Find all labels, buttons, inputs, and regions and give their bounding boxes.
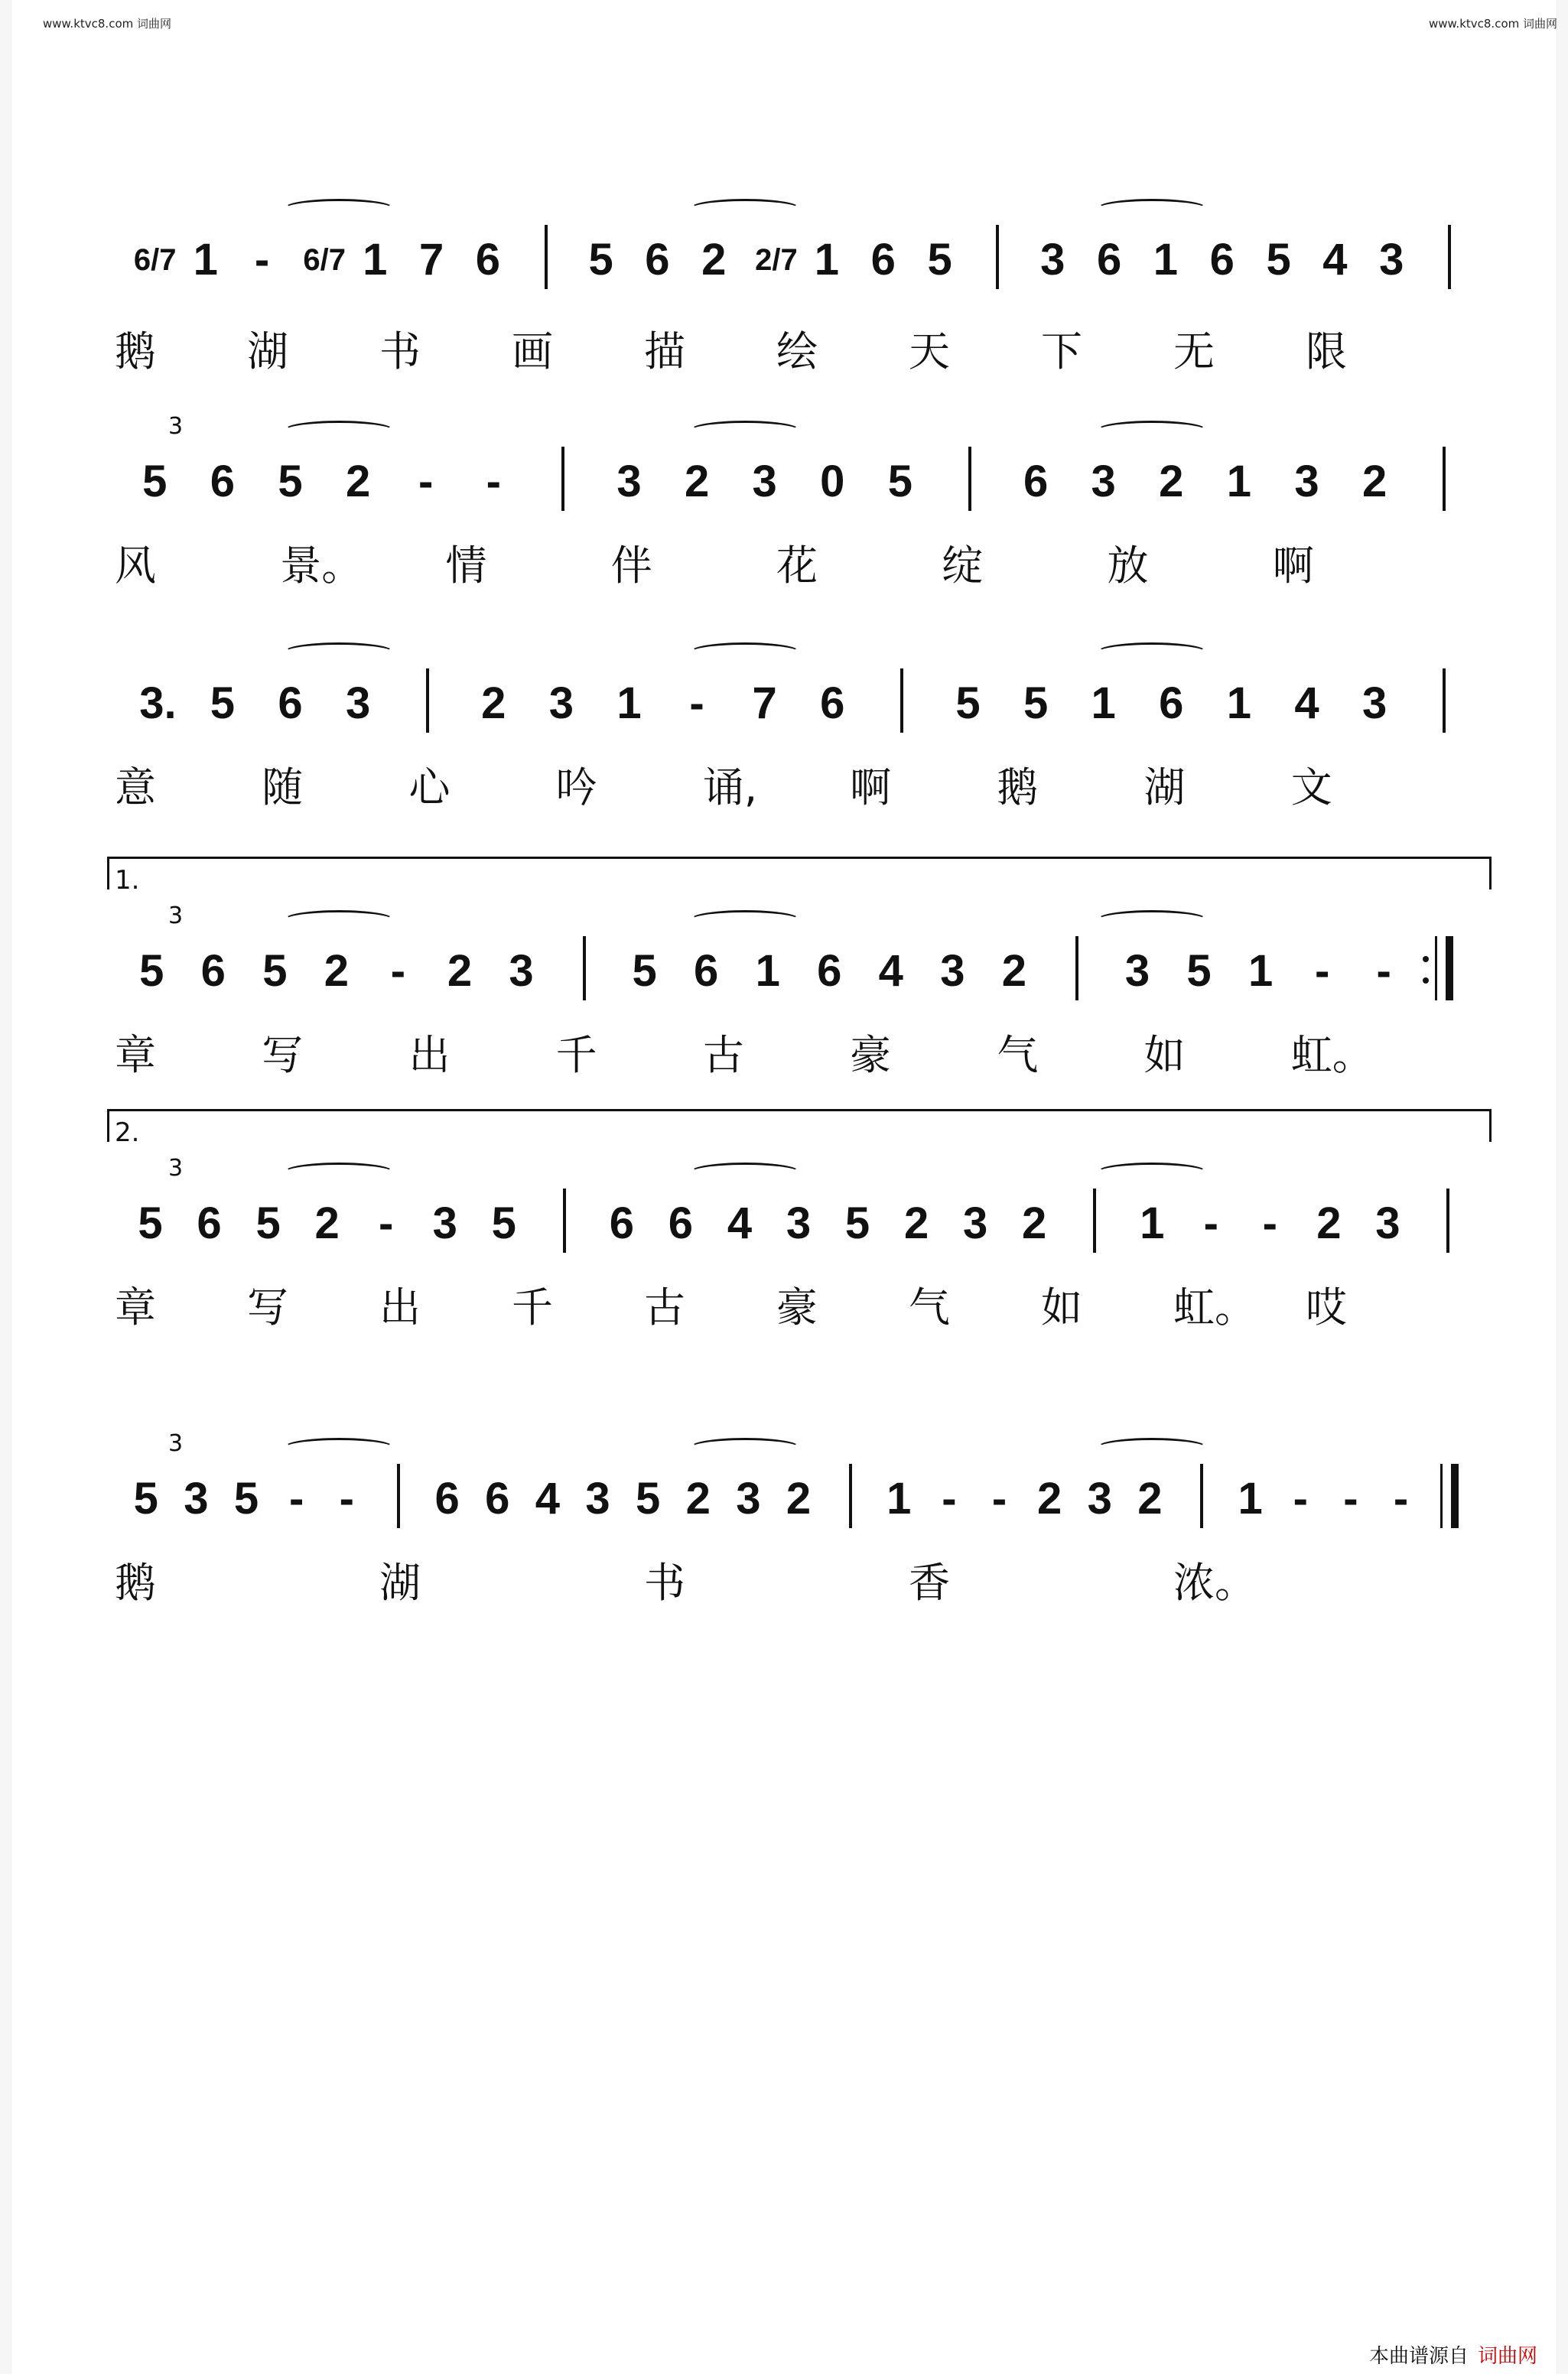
lyric-char: 古 bbox=[644, 1283, 685, 1332]
note: - bbox=[689, 678, 704, 728]
note: 6 bbox=[197, 1198, 222, 1248]
note: 6 bbox=[645, 235, 670, 285]
lyric-char: 千 bbox=[512, 1283, 553, 1332]
volta-right-line bbox=[1489, 1111, 1492, 1142]
note: 5 bbox=[139, 946, 164, 996]
note: 2 bbox=[1137, 1474, 1163, 1524]
lyric-char: 文 bbox=[1290, 763, 1332, 811]
note: - bbox=[339, 1474, 354, 1524]
lyric-char: 气 bbox=[909, 1283, 950, 1332]
barline bbox=[1200, 1464, 1203, 1528]
lyric-char: 心 bbox=[408, 763, 451, 811]
note: 5 bbox=[844, 1198, 870, 1248]
note: 5 bbox=[278, 457, 303, 506]
note: 1 bbox=[363, 235, 388, 285]
slur bbox=[1097, 199, 1207, 218]
lyric-char: 风 bbox=[115, 541, 156, 590]
note: 6 bbox=[434, 1474, 460, 1524]
note: 5 bbox=[491, 1198, 516, 1248]
slur bbox=[284, 910, 394, 929]
note: - bbox=[486, 457, 501, 506]
slur bbox=[1097, 421, 1207, 440]
note: - bbox=[1376, 946, 1391, 996]
note: 7 bbox=[752, 678, 777, 728]
note: 6 bbox=[278, 678, 303, 728]
lyric-char: 浓。 bbox=[1173, 1559, 1256, 1607]
repeat-thick-barline bbox=[1446, 936, 1453, 1000]
lyric-char: 诵, bbox=[702, 763, 758, 811]
note: 4 bbox=[878, 946, 903, 996]
repeat-dot bbox=[1423, 956, 1429, 962]
note: 3 bbox=[1091, 457, 1116, 506]
note: 5 bbox=[927, 235, 952, 285]
slur bbox=[284, 1163, 394, 1182]
slur bbox=[284, 642, 394, 662]
note: 4 bbox=[1322, 235, 1348, 285]
note: - bbox=[1293, 1474, 1308, 1524]
lyric-char: 吟 bbox=[555, 763, 597, 811]
lyric-char: 花 bbox=[776, 541, 818, 590]
note: 3 bbox=[184, 1474, 209, 1524]
lyric-char: 湖 bbox=[247, 327, 288, 376]
note: 6 bbox=[200, 946, 226, 996]
volta-number: 2. bbox=[115, 1117, 140, 1148]
note: 2/7 bbox=[755, 243, 798, 277]
barline bbox=[1446, 1189, 1449, 1253]
note: 2 bbox=[314, 1198, 340, 1248]
note: 2 bbox=[324, 946, 350, 996]
note: 2 bbox=[1001, 946, 1027, 996]
slur bbox=[690, 199, 800, 218]
lyric-char: 随 bbox=[262, 763, 304, 811]
triplet-mark: 3 bbox=[168, 902, 184, 929]
note: 7 bbox=[418, 235, 444, 285]
barline bbox=[545, 225, 548, 289]
note: 3 bbox=[1379, 235, 1404, 285]
barline bbox=[426, 668, 429, 733]
note: 3 bbox=[786, 1198, 812, 1248]
lyric-char: 无 bbox=[1173, 327, 1215, 376]
volta-bracket bbox=[107, 857, 1492, 896]
lyric-char: 出 bbox=[408, 1031, 451, 1079]
note: 6 bbox=[1209, 235, 1235, 285]
final-thin-barline bbox=[1440, 1464, 1443, 1528]
lyric-char: 画 bbox=[512, 327, 553, 376]
note: - bbox=[1343, 1474, 1358, 1524]
slur bbox=[690, 910, 800, 929]
note: - bbox=[379, 1198, 394, 1248]
lyric-char: 虹。 bbox=[1290, 1031, 1374, 1079]
note: 1 bbox=[886, 1474, 912, 1524]
note: 1 bbox=[1248, 946, 1274, 996]
barline bbox=[1443, 447, 1446, 511]
barline bbox=[900, 668, 903, 733]
volta-bracket bbox=[107, 1109, 1492, 1148]
slur bbox=[1097, 910, 1207, 929]
note: 5 bbox=[632, 946, 657, 996]
note: 6 bbox=[1096, 235, 1122, 285]
note: 6 bbox=[870, 235, 896, 285]
note: 3 bbox=[1124, 946, 1150, 996]
note: 5 bbox=[233, 1474, 259, 1524]
note: 3 bbox=[1040, 235, 1065, 285]
note: 6/7 bbox=[133, 243, 177, 277]
lyric-char: 千 bbox=[555, 1031, 597, 1079]
left-margin-strip bbox=[0, 0, 11, 2374]
barline bbox=[583, 936, 586, 1000]
note: 5 bbox=[1186, 946, 1212, 996]
barline bbox=[1443, 668, 1446, 733]
note: - bbox=[1262, 1198, 1277, 1248]
note: 3 bbox=[1361, 678, 1387, 728]
header-right: www.ktvc8.com 词曲网 bbox=[1429, 17, 1558, 31]
note: 0 bbox=[820, 457, 845, 506]
slur bbox=[284, 421, 394, 440]
note: 5 bbox=[635, 1474, 661, 1524]
note: 4 bbox=[727, 1198, 753, 1248]
note: 2 bbox=[447, 946, 473, 996]
note: - bbox=[390, 946, 406, 996]
volta-left-line bbox=[107, 859, 109, 889]
triplet-mark: 3 bbox=[168, 1155, 184, 1182]
note: 1 bbox=[1140, 1198, 1165, 1248]
lyric-char: 啊 bbox=[850, 763, 892, 811]
final-thick-barline bbox=[1451, 1464, 1459, 1528]
note: 3 bbox=[585, 1474, 610, 1524]
lyric-char: 景。 bbox=[280, 541, 363, 590]
note: 2 bbox=[1159, 457, 1184, 506]
slur bbox=[690, 1163, 800, 1182]
note: 2 bbox=[684, 457, 710, 506]
note: 3 bbox=[509, 946, 534, 996]
note: 2 bbox=[1037, 1474, 1062, 1524]
note: 6 bbox=[820, 678, 845, 728]
note: 3 bbox=[962, 1198, 988, 1248]
note: 2 bbox=[1361, 457, 1387, 506]
note: - bbox=[1203, 1198, 1218, 1248]
triplet-mark: 3 bbox=[168, 413, 184, 440]
note: 3 bbox=[1087, 1474, 1112, 1524]
lyric-char: 如 bbox=[1143, 1031, 1186, 1079]
volta-left-line bbox=[107, 1111, 109, 1142]
note: 5 bbox=[255, 1198, 281, 1248]
note: 5 bbox=[1023, 678, 1049, 728]
note: 1 bbox=[814, 235, 840, 285]
repeat-thin-barline bbox=[1435, 936, 1437, 1000]
slur bbox=[690, 1438, 800, 1457]
note: 3 bbox=[736, 1474, 761, 1524]
note: 5 bbox=[133, 1474, 158, 1524]
note: 3 bbox=[752, 457, 777, 506]
lyric-char: 绽 bbox=[942, 541, 984, 590]
note: 3 bbox=[432, 1198, 457, 1248]
lyric-char: 限 bbox=[1306, 327, 1347, 376]
barline bbox=[1093, 1189, 1096, 1253]
lyric-char: 绘 bbox=[776, 327, 818, 376]
lyric-char: 鹅 bbox=[115, 1559, 156, 1607]
note: - bbox=[1393, 1474, 1409, 1524]
lyric-char: 古 bbox=[702, 1031, 744, 1079]
note: 6 bbox=[609, 1198, 634, 1248]
note: 6 bbox=[1159, 678, 1184, 728]
note: 5 bbox=[138, 1198, 163, 1248]
lyric-char: 啊 bbox=[1272, 541, 1314, 590]
lyric-char: 湖 bbox=[379, 1559, 421, 1607]
note: 1 bbox=[755, 946, 780, 996]
note: - bbox=[418, 457, 434, 506]
lyric-char: 湖 bbox=[1143, 763, 1186, 811]
lyric-char: 豪 bbox=[850, 1031, 892, 1079]
note: 3. bbox=[139, 678, 177, 728]
note: 4 bbox=[535, 1474, 560, 1524]
note: 1 bbox=[1153, 235, 1179, 285]
note: 3 bbox=[940, 946, 965, 996]
lyric-char: 伴 bbox=[610, 541, 652, 590]
slur bbox=[690, 642, 800, 662]
note: - bbox=[289, 1474, 304, 1524]
lyric-char: 鹅 bbox=[115, 327, 156, 376]
triplet-mark: 3 bbox=[168, 1430, 184, 1457]
note: 5 bbox=[210, 678, 236, 728]
right-margin-strip bbox=[1557, 0, 1568, 2374]
volta-right-line bbox=[1489, 859, 1492, 889]
lyric-char: 情 bbox=[445, 541, 487, 590]
note: 1 bbox=[193, 235, 218, 285]
note: 5 bbox=[262, 946, 288, 996]
note: 3 bbox=[548, 678, 574, 728]
note: 5 bbox=[588, 235, 613, 285]
lyric-char: 如 bbox=[1041, 1283, 1082, 1332]
barline bbox=[397, 1464, 400, 1528]
note: 1 bbox=[1091, 678, 1116, 728]
note: - bbox=[942, 1474, 957, 1524]
volta-number: 1. bbox=[115, 865, 140, 896]
slur bbox=[1097, 1438, 1207, 1457]
slur bbox=[690, 421, 800, 440]
note: 2 bbox=[1022, 1198, 1047, 1248]
slur bbox=[1097, 642, 1207, 662]
barline bbox=[561, 447, 564, 511]
note: 3 bbox=[1294, 457, 1319, 506]
note: 1 bbox=[1238, 1474, 1263, 1524]
note: - bbox=[254, 235, 270, 285]
lyric-char: 下 bbox=[1041, 327, 1082, 376]
header-left: www.ktvc8.com 词曲网 bbox=[43, 17, 172, 31]
lyric-char: 豪 bbox=[776, 1283, 818, 1332]
lyric-char: 香 bbox=[909, 1559, 950, 1607]
lyric-char: 虹。 bbox=[1173, 1283, 1256, 1332]
note: 6 bbox=[668, 1198, 694, 1248]
note: - bbox=[1314, 946, 1330, 996]
lyric-char: 书 bbox=[644, 1559, 685, 1607]
note: 5 bbox=[887, 457, 913, 506]
lyric-char: 气 bbox=[997, 1031, 1039, 1079]
barline bbox=[1448, 225, 1451, 289]
note: 3 bbox=[345, 678, 371, 728]
note: 2 bbox=[1316, 1198, 1342, 1248]
lyric-char: 哎 bbox=[1306, 1283, 1347, 1332]
lyric-char: 天 bbox=[909, 327, 950, 376]
note: 2 bbox=[701, 235, 727, 285]
lyric-char: 章 bbox=[115, 1031, 156, 1079]
note: 2 bbox=[345, 457, 371, 506]
lyric-char: 章 bbox=[115, 1283, 156, 1332]
footer-source-text: 本曲谱源自 bbox=[1369, 2345, 1469, 2368]
note: 6 bbox=[485, 1474, 510, 1524]
lyric-char: 出 bbox=[379, 1283, 421, 1332]
barline bbox=[996, 225, 999, 289]
barline bbox=[563, 1189, 566, 1253]
note: 6 bbox=[475, 235, 501, 285]
barline bbox=[849, 1464, 852, 1528]
note: 4 bbox=[1294, 678, 1319, 728]
lyric-char: 鹅 bbox=[997, 763, 1039, 811]
note: 1 bbox=[1226, 678, 1252, 728]
note: 2 bbox=[685, 1474, 711, 1524]
note: 2 bbox=[786, 1474, 812, 1524]
note: 6/7 bbox=[303, 243, 346, 277]
note: 1 bbox=[1226, 457, 1252, 506]
note: 6 bbox=[817, 946, 842, 996]
footer-source bbox=[1369, 2340, 1537, 2369]
lyric-char: 放 bbox=[1107, 541, 1149, 590]
note: 6 bbox=[694, 946, 719, 996]
lyric-char: 描 bbox=[644, 327, 685, 376]
lyric-char: 写 bbox=[262, 1031, 304, 1079]
slur bbox=[284, 1438, 394, 1457]
repeat-dot bbox=[1423, 977, 1429, 984]
note: 1 bbox=[616, 678, 642, 728]
footer-site: 词曲网 bbox=[1478, 2345, 1538, 2368]
lyric-char: 意 bbox=[115, 763, 156, 811]
note: 5 bbox=[1266, 235, 1291, 285]
note: - bbox=[991, 1474, 1007, 1524]
note: 6 bbox=[210, 457, 236, 506]
note: 2 bbox=[903, 1198, 929, 1248]
note: 5 bbox=[142, 457, 168, 506]
note: 5 bbox=[955, 678, 981, 728]
lyric-char: 书 bbox=[379, 327, 421, 376]
slur bbox=[284, 199, 394, 218]
note: 3 bbox=[616, 457, 642, 506]
barline bbox=[1075, 936, 1078, 1000]
note: 6 bbox=[1023, 457, 1049, 506]
barline bbox=[968, 447, 971, 511]
note: 3 bbox=[1375, 1198, 1400, 1248]
slur bbox=[1097, 1163, 1207, 1182]
note: 2 bbox=[481, 678, 506, 728]
lyric-char: 写 bbox=[247, 1283, 288, 1332]
